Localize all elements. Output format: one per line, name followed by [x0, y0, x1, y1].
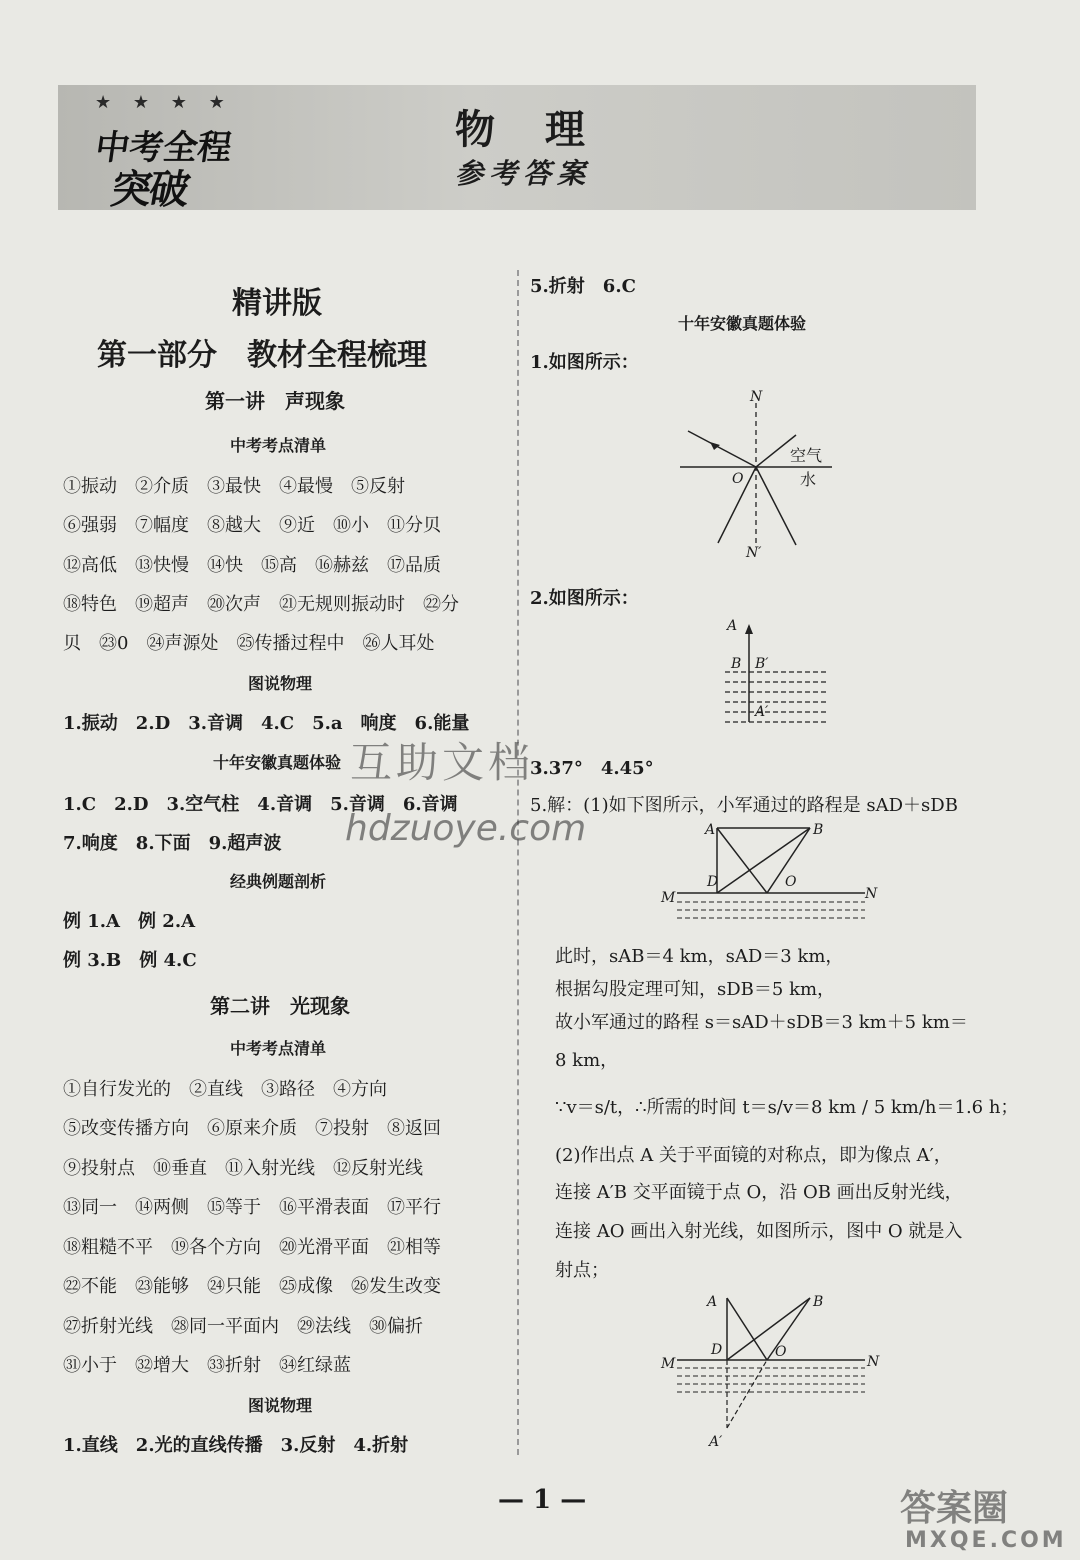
fig2-label-A2: A′: [755, 704, 769, 720]
fig4-label-D: D: [711, 1342, 723, 1358]
refracted-ray: [756, 467, 796, 545]
fig3-label-O: O: [785, 874, 797, 890]
fig1-label-air: 空气: [790, 446, 823, 465]
fig3-label-A: A: [705, 822, 716, 838]
fig2-label-A: A: [727, 618, 738, 634]
l1-section-exam: 十年安徽真题体验: [213, 753, 342, 772]
r-p9: 射点；: [555, 1260, 609, 1281]
r-p7: 连接 A′B 交平面镜于点 O，沿 OB 画出反射光线，: [555, 1182, 963, 1203]
object-arrowhead: [745, 624, 753, 634]
fig3-label-M: M: [661, 890, 676, 906]
fig4-label-A2: A′: [709, 1434, 723, 1450]
fig3-label-B: B: [813, 822, 824, 838]
fig1-label-N: N: [750, 389, 763, 405]
r-q2: 2.如图所示：: [530, 588, 639, 609]
r-p4: 8 km，: [555, 1050, 619, 1071]
l1-row1: ①振动 ②介质 ③最快 ④最慢 ⑤反射: [63, 476, 405, 497]
fig4-label-O: O: [775, 1344, 787, 1360]
l2-row6: ㉒不能 ㉓能够 ㉔只能 ㉕成像 ㉖发生改变: [63, 1276, 441, 1297]
logo-stars: ★ ★ ★ ★: [95, 92, 233, 113]
corner-logo: 答案圈: [900, 1488, 1009, 1529]
l2-row7: ㉗折射光线 ㉘同一平面内 ㉙法线 ㉚偏折: [63, 1316, 423, 1337]
r-q5: 5.解：(1)如下图所示，小军通过的路程是 sAD＋sDB: [530, 795, 958, 816]
lecture1-title: 第一讲 声现象: [205, 389, 345, 413]
part-title: 第一部分 教材全程梳理: [97, 338, 427, 373]
l2-row4: ⑬同一 ⑭两侧 ⑮等于 ⑯平滑表面 ⑰平行: [63, 1197, 441, 1218]
watermark-url: hdzuoye.com: [345, 808, 587, 849]
logo-line2: 突破: [107, 167, 192, 213]
l2-section-figure: 图说物理: [248, 1396, 313, 1415]
l2-row5: ⑱粗糙不平 ⑲各个方向 ⑳光滑平面 ㉑相等: [63, 1237, 441, 1258]
l1-row10: 例 3.B 例 4.C: [63, 950, 197, 971]
fig4-label-A: A: [707, 1294, 718, 1310]
figure-refraction: [670, 385, 850, 570]
r-q3: 3.37° 4.45°: [530, 758, 654, 779]
page-number: — 1 —: [498, 1485, 587, 1515]
r-p3: 故小军通过的路程 s＝sAD＋sDB＝3 km＋5 km＝: [555, 1012, 968, 1033]
watermark-text: 互助文档: [350, 738, 535, 787]
fig2-label-B2: B′: [755, 656, 769, 672]
r-p6: (2)作出点 A 关于平面镜的对称点，即为像点 A′，: [555, 1145, 952, 1166]
r-p1: 此时，sAB＝4 km，sAD＝3 km，: [555, 946, 844, 967]
l1-row9: 例 1.A 例 2.A: [63, 911, 196, 932]
l1-row3: ⑫高低 ⑬快慢 ⑭快 ⑮高 ⑯赫兹 ⑰品质: [63, 555, 441, 576]
l1-row2: ⑥强弱 ⑦幅度 ⑧越大 ⑨近 ⑩小 ⑪分贝: [63, 515, 441, 536]
r-p2: 根据勾股定理可知，sDB＝5 km，: [555, 979, 836, 1000]
fig1-label-O: O: [732, 471, 744, 487]
l1-section-checklist: 中考考点清单: [230, 436, 327, 455]
fig1-label-N2: N′: [746, 545, 762, 561]
r-p8: 连接 AO 画出入射光线，如图所示，图中 O 就是入: [555, 1221, 963, 1242]
figure-path-1: [655, 818, 880, 923]
figure-path-2: [655, 1288, 880, 1453]
l2-row2: ⑤改变传播方向 ⑥原来介质 ⑦投射 ⑧返回: [63, 1118, 441, 1139]
fig1-label-water: 水: [800, 470, 817, 489]
l2-section-checklist: 中考考点清单: [230, 1039, 327, 1058]
l2-row1: ①自行发光的 ②直线 ③路径 ④方向: [63, 1079, 387, 1100]
l2-row9: 1.直线 2.光的直线传播 3.反射 4.折射: [63, 1435, 409, 1456]
l2-row8: ㉛小于 ㉜增大 ㉝折射 ㉞红绿蓝: [63, 1355, 351, 1376]
figure-virtual-image: [715, 612, 835, 742]
r-p5: ∵v＝s/t，∴所需的时间 t＝s/v＝8 km / 5 km/h＝1.6 h；: [555, 1097, 1019, 1118]
subject-title: 物 理: [455, 106, 603, 153]
l1-row7: 1.C 2.D 3.空气柱 4.音调 5.音调 6.音调: [63, 794, 458, 815]
fig4-label-B: B: [813, 1294, 824, 1310]
r-q1: 1.如图所示：: [530, 352, 639, 373]
fig3-label-N: N: [865, 886, 878, 902]
l1-section-figure: 图说物理: [248, 674, 313, 693]
fig4-label-M: M: [661, 1356, 676, 1372]
fig2-label-B: B: [731, 656, 742, 672]
logo-line1: 中考全程: [92, 128, 235, 168]
incident-arrow: [710, 442, 720, 450]
r-row0: 5.折射 6.C: [530, 276, 636, 297]
l1-row6: 1.振动 2.D 3.音调 4.C 5.a 响度 6.能量: [63, 713, 470, 734]
fig3-label-D: D: [707, 874, 719, 890]
fig4-label-N: N: [867, 1354, 880, 1370]
answer-subtitle: 参考答案: [455, 157, 592, 190]
edition-title: 精讲版: [232, 286, 322, 321]
l2-row3: ⑨投射点 ⑩垂直 ⑪入射光线 ⑫反射光线: [63, 1158, 423, 1179]
corner-logo-url: MXQE.COM: [905, 1528, 1067, 1553]
lecture2-title: 第二讲 光现象: [210, 994, 350, 1018]
l1-row8: 7.响度 8.下面 9.超声波: [63, 833, 282, 854]
l1-row5: 贝 ㉓0 ㉔声源处 ㉕传播过程中 ㉖人耳处: [63, 633, 435, 654]
column-divider: [517, 270, 519, 1455]
incident-ray: [688, 431, 756, 467]
l1-row4: ⑱特色 ⑲超声 ⑳次声 ㉑无规则振动时 ㉒分: [63, 594, 459, 615]
r-section-exam: 十年安徽真题体验: [678, 314, 807, 333]
l1-section-examples: 经典例题剖析: [230, 872, 327, 891]
